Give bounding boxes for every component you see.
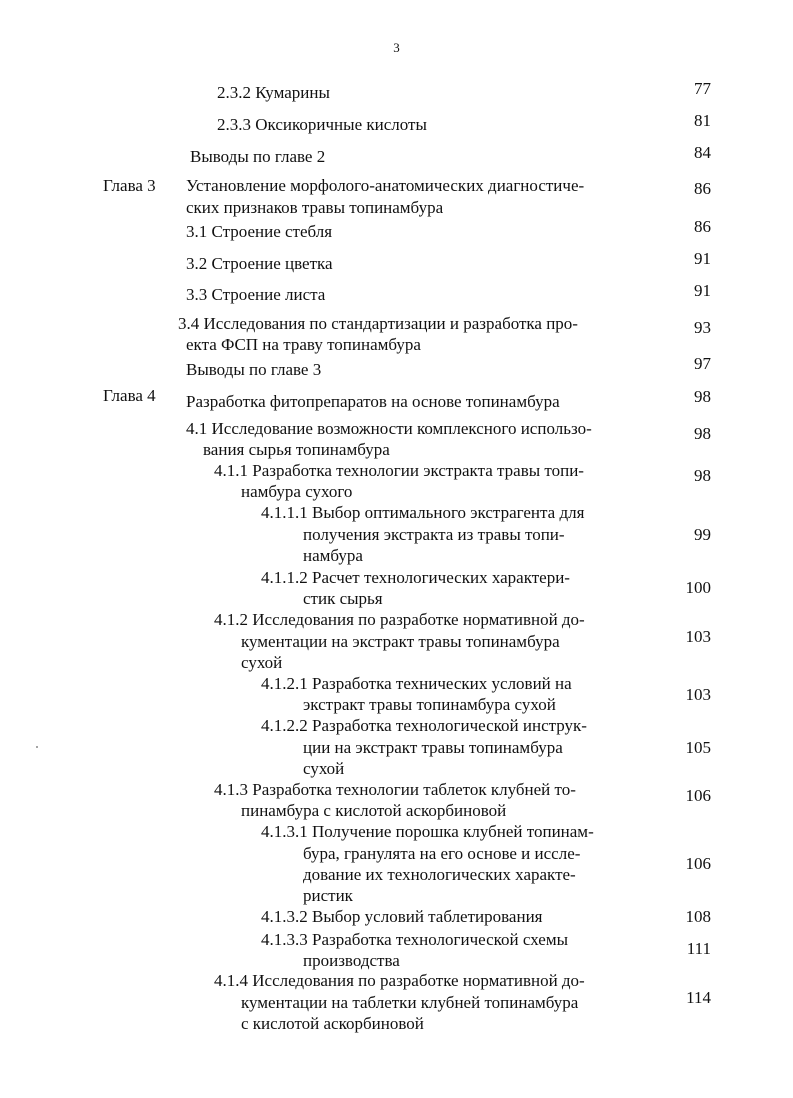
toc-entry-page: 106 [685, 786, 711, 805]
toc-entry-page: 81 [694, 111, 711, 130]
scan-speck [36, 746, 38, 748]
toc-entry-page: 103 [685, 627, 711, 646]
toc-entry-page: 98 [694, 424, 711, 443]
toc-entry-page: 108 [685, 907, 711, 926]
toc-entry-page: 91 [694, 249, 711, 268]
toc-entry-title-line: производства [303, 951, 400, 970]
toc-entry-page: 98 [694, 466, 711, 485]
toc-entry-title-line: 4.1.2.2 Разработка технологической инструк- [261, 716, 587, 735]
toc-entry-title-line: получения экстракта из травы топи- [303, 525, 565, 544]
toc-entry-title-line: кументации на экстракт травы топинамбура [241, 632, 560, 651]
toc-entry-title-line: 4.1.2.1 Разработка технических условий на [261, 674, 572, 693]
toc-entry-page: 103 [685, 685, 711, 704]
toc-entry-title-line: 4.1.1 Разработка технологии экстракта травы топи- [214, 461, 584, 480]
toc-entry-title-line: 2.3.3 Оксикоричные кислоты [217, 115, 427, 134]
toc-entry-title-line: 3.3 Строение листа [186, 285, 326, 304]
toc-entry-title-line: 4.1.1.2 Расчет технологических характери- [261, 568, 570, 587]
toc-entry-page: 111 [686, 939, 711, 958]
toc-entry-title-line: 4.1.3.3 Разработка технологической схемы [261, 930, 569, 949]
toc-entry-title-line: стик сырья [303, 589, 383, 608]
toc-entry-title-line: сухой [303, 759, 345, 778]
toc-entry-title-line: кументации на таблетки клубней топинамбура [241, 993, 579, 1012]
toc-entry-page: 100 [685, 578, 711, 597]
toc-entry-page: 105 [685, 738, 711, 757]
toc-entry-title-line: с кислотой аскорбиновой [241, 1014, 424, 1033]
toc-entry-page: 77 [694, 79, 711, 98]
toc-entry-title-line: ции на экстракт травы топинамбура [303, 738, 563, 757]
toc-entry-title-line: 2.3.2 Кумарины [217, 83, 330, 102]
toc-entry-page: 114 [686, 988, 711, 1007]
toc-entry-title-line: 4.1.3 Разработка технологии таблеток клубней то- [214, 780, 576, 799]
toc-entry-page: 97 [694, 354, 711, 373]
toc-entry-title-line: 3.2 Строение цветка [186, 254, 333, 273]
chapter-label: Глава 3 [103, 176, 156, 195]
toc-entry-title-line: ристик [303, 886, 353, 905]
toc-entry-title-line: 4.1.4 Исследования по разработке нормативной до- [214, 971, 585, 990]
page-number: 3 [393, 40, 400, 55]
toc-entry-page: 91 [694, 281, 711, 300]
toc-entry-title-line: бура, гранулята на его основе и иссле- [303, 844, 581, 863]
toc-entry-page: 106 [685, 854, 711, 873]
toc-entry-title-line: Разработка фитопрепаратов на основе топинамбура [186, 392, 560, 411]
toc-entry-title-line: намбура сухого [241, 482, 353, 501]
toc-entry-page: 99 [694, 525, 711, 544]
toc-entry-title-line: сухой [241, 653, 283, 672]
toc-entry-title-line: Установление морфолого-анатомических диагностиче- [186, 176, 585, 195]
toc-entry-page: 86 [694, 217, 711, 236]
toc-entry-page: 93 [694, 318, 711, 337]
chapter-label: Глава 4 [103, 386, 156, 405]
toc-entry-title-line: 3.4 Исследования по стандартизации и разработка про- [178, 314, 578, 333]
toc-entry-title-line: Выводы по главе 2 [190, 147, 326, 166]
toc-entry-title-line: Выводы по главе 3 [186, 360, 322, 379]
toc-entry-title-line: 3.1 Строение стебля [186, 222, 333, 241]
toc-entry-title-line: дование их технологических характе- [303, 865, 576, 884]
toc-entry-page: 86 [694, 179, 711, 198]
toc-entry-title-line: намбура [303, 546, 363, 565]
toc-entry-title-line: ских признаков травы топинамбура [186, 198, 444, 217]
toc-entry-title-line: вания сырья топинамбура [203, 440, 390, 459]
toc-entry-page: 84 [694, 143, 711, 162]
toc-entry-page: 98 [694, 387, 711, 406]
toc-entry-title-line: экстракт травы топинамбура сухой [303, 695, 556, 714]
toc-entry-title-line: 4.1.3.1 Получение порошка клубней топинам- [261, 822, 594, 841]
toc-entry-title-line: 4.1.1.1 Выбор оптимального экстрагента для [261, 503, 585, 522]
toc-entry-title-line: пинамбура с кислотой аскорбиновой [241, 801, 507, 820]
toc-entry-title-line: 4.1.2 Исследования по разработке нормативной до- [214, 610, 585, 629]
toc-entry-title-line: 4.1.3.2 Выбор условий таблетирования [261, 907, 543, 926]
toc-entry-title-line: 4.1 Исследование возможности комплексного использо- [186, 419, 592, 438]
toc-entry-title-line: екта ФСП на траву топинамбура [186, 335, 421, 354]
